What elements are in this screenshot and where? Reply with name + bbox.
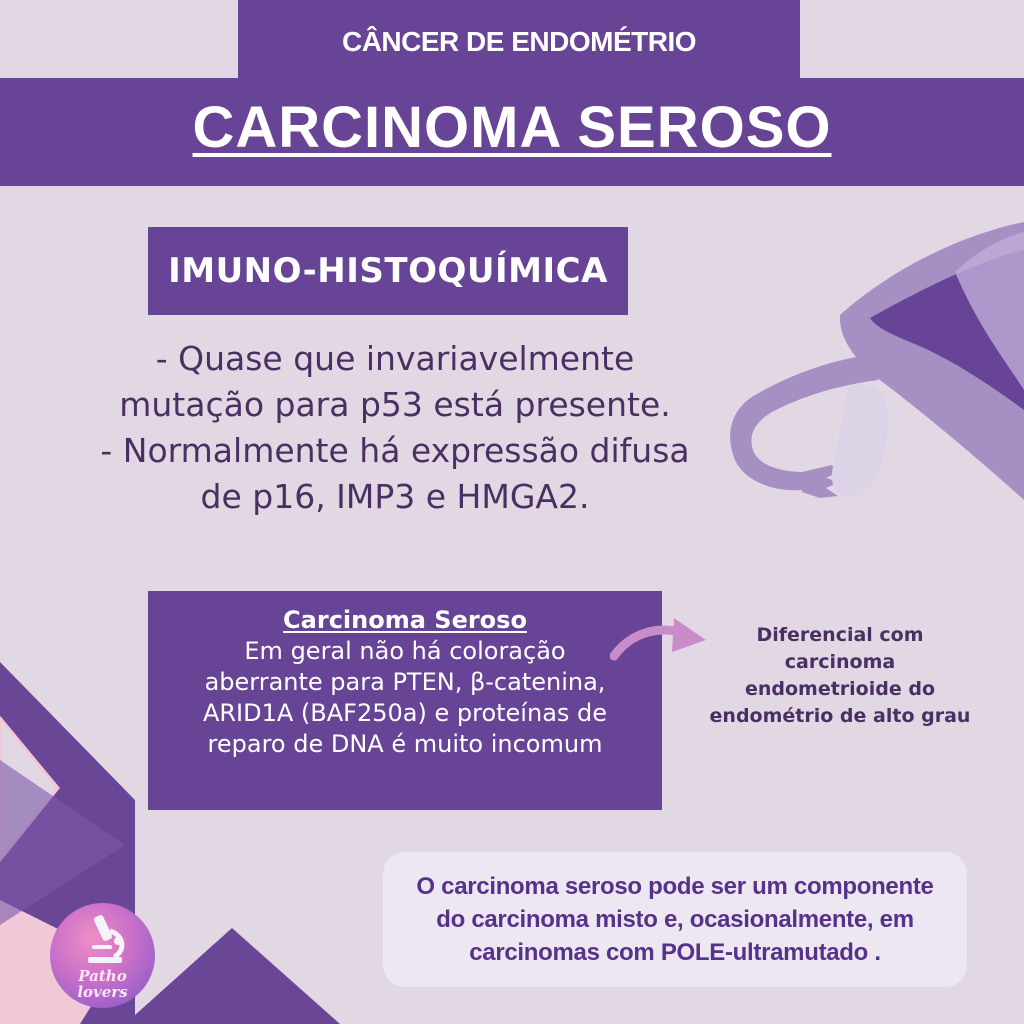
section-label: IMUNO-HISTOQUÍMICA [168, 251, 608, 291]
logo-text-line2: lovers [77, 983, 128, 1001]
header-kicker: CÂNCER DE ENDOMÉTRIO [341, 26, 696, 57]
section-line: de p16, IMP3 e HMGA2. [200, 477, 590, 516]
header-kicker-bar [238, 0, 800, 78]
title-band [0, 78, 1024, 186]
section-line: - Normalmente há expressão difusa [100, 431, 690, 470]
serous-box-line: Em geral não há coloração [244, 637, 566, 665]
footnote-line: carcinomas com POLE-ultramutado . [469, 939, 881, 966]
differential-line: carcinoma [784, 651, 896, 673]
triangle-shape-4 [125, 928, 340, 1024]
differential-line: endométrio de alto grau [709, 705, 971, 727]
section-line: mutação para p53 está presente. [119, 385, 671, 424]
patho-lovers-logo [50, 903, 155, 1008]
serous-box-title: Carcinoma Seroso [283, 606, 527, 634]
logo-text-line1: Patho [78, 967, 127, 985]
page-title: CARCINOMA SEROSO [192, 94, 832, 160]
serous-box-line: reparo de DNA é muito incomum [207, 730, 603, 758]
section-line: - Quase que invariavelmente [155, 339, 635, 378]
serous-info-box [148, 591, 662, 810]
footnote-line: O carcinoma seroso pode ser um componente [416, 873, 934, 900]
section-label-box [148, 227, 628, 315]
serous-box-line: aberrante para PTEN, β-catenina, [204, 668, 606, 696]
differential-note [690, 622, 990, 730]
serous-box-line: ARID1A (BAF250a) e proteínas de [202, 699, 608, 727]
differential-line: endometrioide do [744, 678, 936, 700]
microscope-icon [74, 911, 134, 971]
section-body [40, 336, 750, 520]
ovary-left [832, 385, 888, 497]
footnote-line: do carcinoma misto e, ocasionalmente, em [436, 906, 914, 933]
differential-line: Diferencial com [756, 624, 924, 646]
uterus-illustration [720, 210, 1024, 510]
footnote-box [383, 852, 967, 987]
